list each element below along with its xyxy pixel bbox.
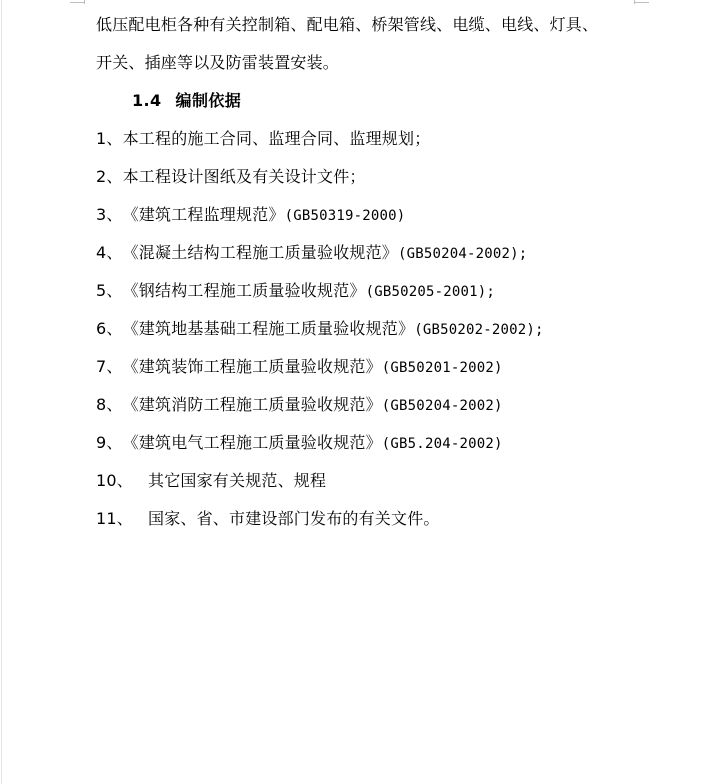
crop-mark-left (70, 2, 84, 3)
list-item-text: 《建筑装饰工程施工质量验收规范》 (122, 357, 382, 376)
list-item (96, 205, 405, 226)
list-item (96, 281, 495, 302)
list-item-index: 5、 (96, 281, 123, 300)
list-item-code: (GB50204-2002) (381, 398, 503, 414)
section-title: 编制依据 (175, 91, 242, 110)
list-item (96, 471, 326, 491)
crop-mark-right (635, 2, 649, 3)
list-item-index: 6、 (96, 319, 123, 338)
list-item-index: 7、 (96, 357, 123, 376)
list-item-text: 《建筑工程监理规范》 (122, 205, 285, 224)
list-item-text: 《建筑电气工程施工质量验收规范》 (122, 433, 382, 452)
list-item-code: (GB5.204-2002) (381, 436, 503, 452)
list-item-text: 《混凝土结构工程施工质量验收规范》 (122, 243, 398, 262)
list-item-text: 《建筑消防工程施工质量验收规范》 (122, 395, 382, 414)
list-item-text: 本工程的施工合同、监理合同、监理规划； (122, 129, 431, 148)
list-item (96, 509, 440, 529)
list-item-code: (GB50201-2002) (381, 360, 503, 376)
list-item-index: 1、 (96, 129, 123, 148)
list-item (96, 243, 527, 264)
list-item-index: 11、 (96, 509, 133, 528)
list-item (96, 357, 503, 378)
list-item-code: (GB50202-2002); (414, 322, 544, 338)
list-item-text: 本工程设计图纸及有关设计文件； (122, 167, 366, 186)
list-item-text: 其它国家有关规范、规程 (148, 471, 327, 490)
list-item-index: 2、 (96, 167, 123, 186)
list-item-text: 《钢结构工程施工质量验收规范》 (122, 281, 366, 300)
intro-line-1: 低压配电柜各种有关控制箱、配电箱、桥架管线、电缆、电线、灯具、 (96, 15, 599, 34)
page-edge (1, 0, 2, 784)
list-item-index: 9、 (96, 433, 123, 452)
list-item-code: (GB50319-2000) (284, 208, 406, 224)
list-item-index: 4、 (96, 243, 123, 262)
list-item-text: 《建筑地基基础工程施工质量验收规范》 (122, 319, 415, 338)
section-number: 1.4 (132, 91, 162, 110)
list-item-code: (GB50204-2002); (398, 246, 528, 262)
intro-line-2: 开关、插座等以及防雷装置安装。 (96, 53, 340, 72)
list-item (96, 395, 503, 416)
list-item (96, 129, 430, 149)
list-item-text: 国家、省、市建设部门发布的有关文件。 (148, 509, 440, 528)
list-item-code: (GB50205-2001); (365, 284, 496, 300)
crop-mark-left-vertical (84, 0, 85, 4)
list-item-index: 8、 (96, 395, 123, 414)
section-heading (132, 91, 241, 111)
list-item (96, 319, 544, 340)
list-item (96, 167, 366, 187)
crop-mark-right-vertical (634, 0, 635, 4)
list-item-index: 10、 (96, 471, 133, 490)
list-item (96, 433, 503, 454)
list-item-index: 3、 (96, 205, 123, 224)
